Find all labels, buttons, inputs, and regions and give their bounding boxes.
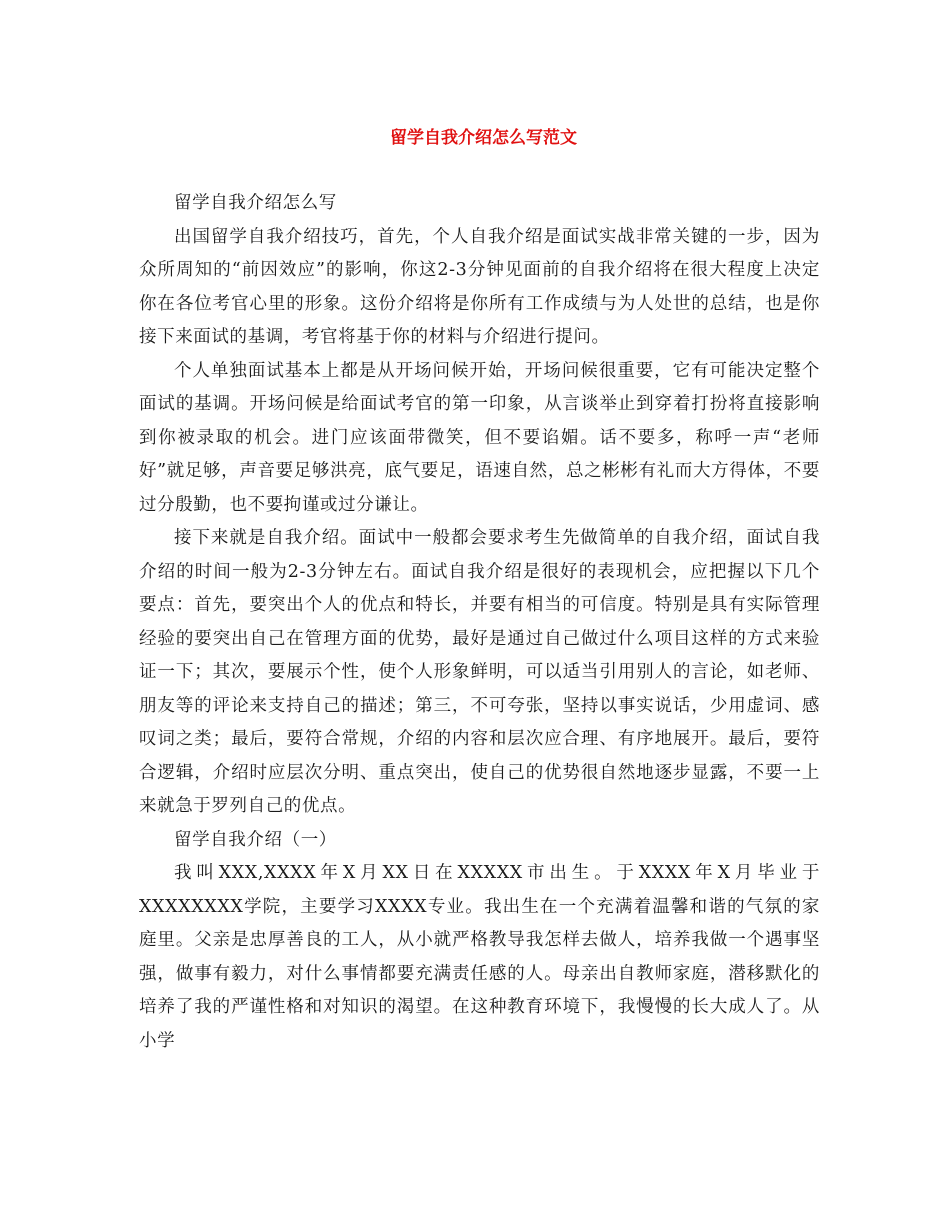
- body-paragraph: 接下来就是自我介绍。面试中一般都会要求考生先做简单的自我介绍，面试自我介绍的时间一般为2-3分钟左右。面试自我介绍是很好的表现机会，应把握以下几个要点：首先，要突出个人的优点和特长，并要有相当的可信度。特别是具有实际管理经验的要突出自己在管理方面的优势，最好是通过自己做过什么项目这样的方式来验证一下；其次，要展示个性，使个人形象鲜明，可以适当引用别人的言论，如老师、朋友等的评论来支持自己的描述；第三，不可夸张，坚持以事实说话，少用虚词、感叹词之类；最后，要符合常规，介绍的内容和层次应合理、有序地展开。最后，要符合逻辑，介绍时应层次分明、重点突出，使自己的优势很自然地逐步显露，不要一上来就急于罗列自己的优点。: [139, 528, 820, 816]
- section-heading: 留学自我介绍（一）: [174, 829, 337, 850]
- body-paragraph: 我叫XXX,XXXX年X月XX日在XXXXX市出生。于XXXX年X月毕业于XXXXXXXX学院，主要学习XXXX专业。我出生在一个充满着温馨和谐的气氛的家庭里。父亲是忠厚善良的工人，从小就严格教导我怎样去做人，培养我做一个遇事坚强，做事有毅力，对什么事情都要充满责任感的人。母亲出自教师家庭，潜移默化的培养了我的严谨性格和对知识的渴望。在这种教育环境下，我慢慢的长大成人了。从小学: [139, 863, 820, 1051]
- document-title: 留学自我介绍怎么写范文: [390, 128, 577, 148]
- body-paragraph: 出国留学自我介绍技巧，首先，个人自我介绍是面试实战非常关键的一步，因为众所周知的“前因效应”的影响，你这2-3分钟见面前的自我介绍将在很大程度上决定你在各位考官心里的形象。这份介绍将是你所有工作成绩与为人处世的总结，也是你接下来面试的基调，考官将基于你的材料与介绍进行提问。: [139, 226, 820, 347]
- section-heading: 留学自我介绍怎么写: [174, 193, 337, 213]
- body-paragraph: 个人单独面试基本上都是从开场问候开始，开场问候很重要，它有可能决定整个面试的基调。开场问候是给面试考官的第一印象，从言谈举止到穿着打扮将直接影响到你被录取的机会。进门应该面带微笑，但不要谄媚。话不要多，称呼一声“老师好”就足够，声音要足够洪亮，底气要足，语速自然，总之彬彬有礼而大方得体，不要过分殷勤，也不要拘谨或过分谦让。: [139, 360, 820, 515]
